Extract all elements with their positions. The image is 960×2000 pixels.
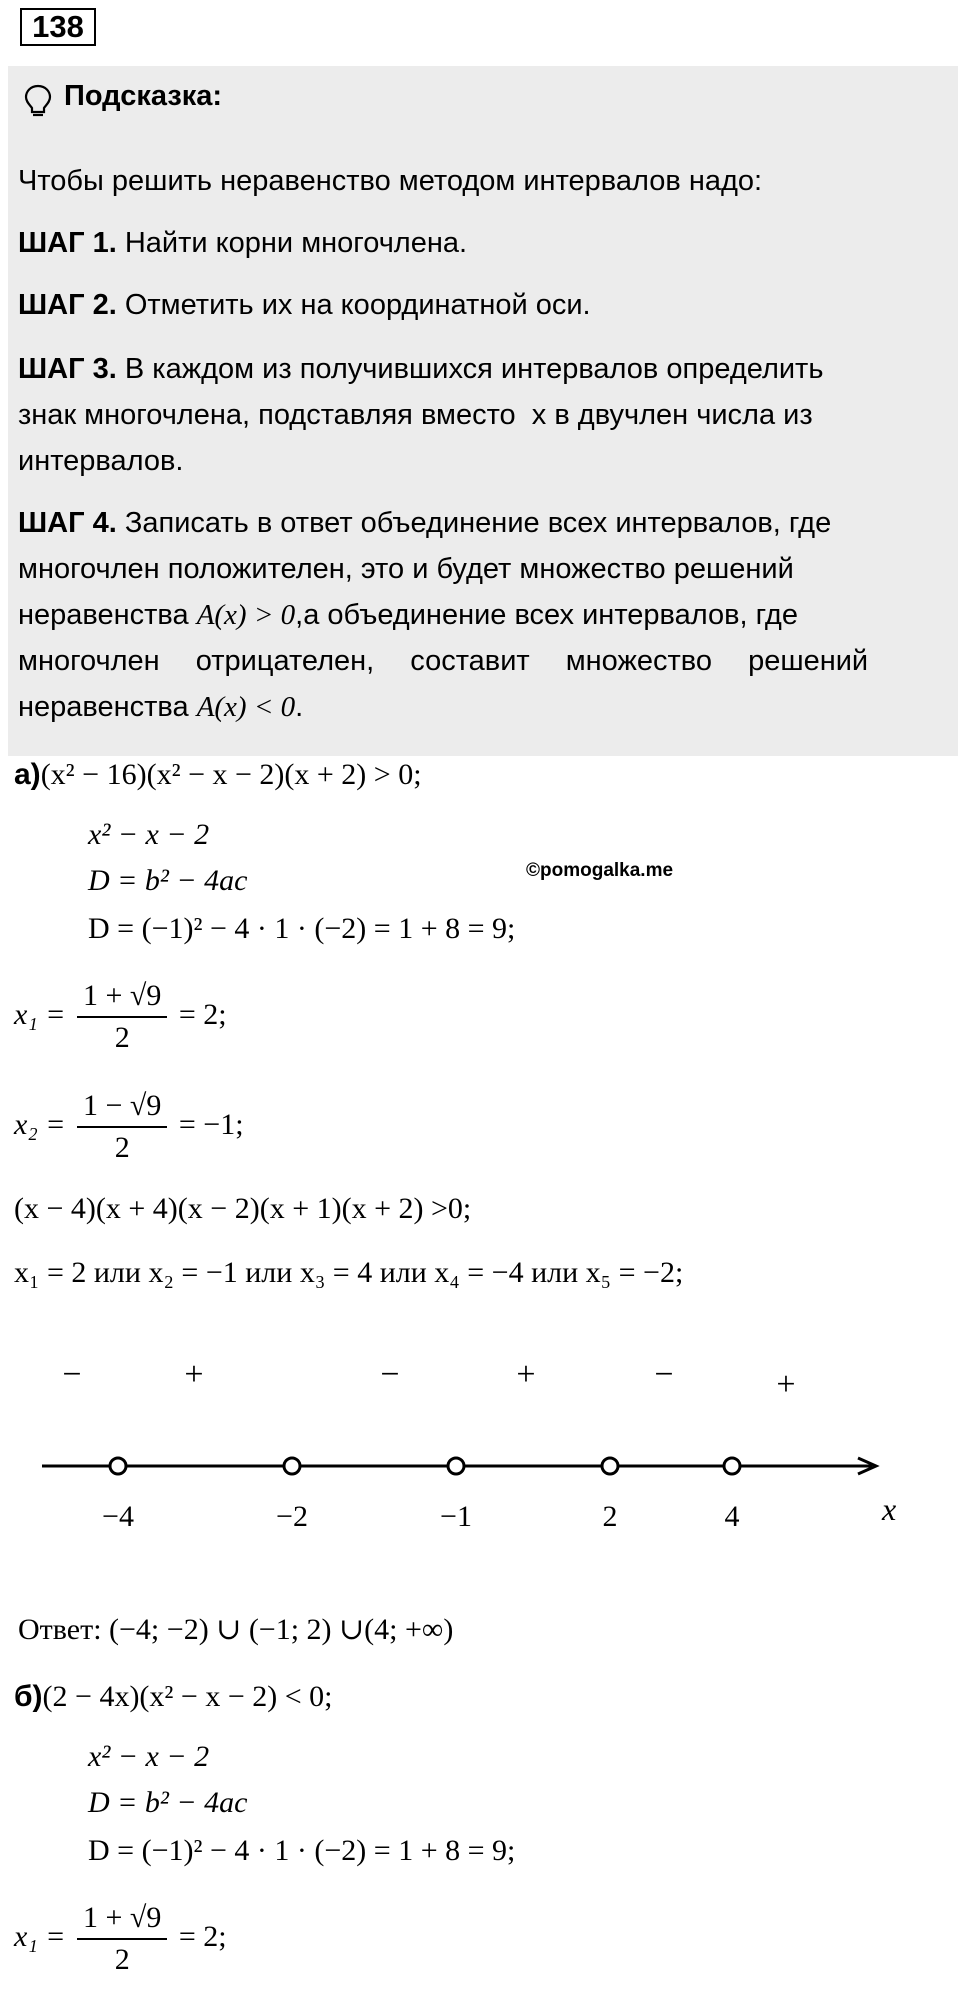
step-3-line1: ШАГ 3. В каждом из получившихся интервалов определить xyxy=(18,353,824,385)
open-point xyxy=(724,1458,740,1474)
interval-sign: + xyxy=(776,1366,796,1403)
lightbulb-icon xyxy=(24,84,52,118)
part-a-disc-formula: D = b² − 4ac xyxy=(88,864,248,897)
interval-sign: + xyxy=(184,1356,204,1393)
point-label: −2 xyxy=(276,1500,308,1533)
part-a-poly: x² − x − 2 xyxy=(88,818,210,851)
hint-box xyxy=(8,66,958,756)
open-point xyxy=(602,1458,618,1474)
open-point xyxy=(284,1458,300,1474)
watermark: ©pomogalka.me xyxy=(526,860,674,881)
problem-number: 138 xyxy=(20,8,96,46)
step-1: ШАГ 1. Найти корни многочлена. xyxy=(18,227,468,259)
step-4-line5: неравенства A(x) < 0. xyxy=(18,691,304,723)
hint-title: Подсказка: xyxy=(24,80,222,113)
step-4-line4: многочлен отрицателен, составит множество решений xyxy=(18,645,869,677)
point-label: 2 xyxy=(602,1500,618,1533)
part-b-x1: x₁ = $\frac{1 + √9}{2}$ = 2; xyxy=(14,1898,227,1980)
interval-sign: − xyxy=(380,1356,400,1393)
answer: Ответ: (−4; −2) ∪ (−1; 2) ∪(4; +∞) xyxy=(18,1613,454,1646)
part-b-disc-formula: D = b² − 4ac xyxy=(88,1786,248,1819)
point-label: −4 xyxy=(102,1500,134,1533)
step-4-line2: многочлен положителен, это и будет множество решений xyxy=(18,553,794,585)
hint-intro: Чтобы решить неравенство методом интервалов надо: xyxy=(18,165,763,197)
step-4-line3: неравенства A(x) > 0,а объединение всех интервалов, где xyxy=(18,599,798,631)
part-a-factored: (x − 4)(x + 4)(x − 2)(x + 1)(x + 2) >0; xyxy=(14,1192,472,1225)
point-label: −1 xyxy=(440,1500,472,1533)
step-2: ШАГ 2. Отметить их на координатной оси. xyxy=(18,289,591,321)
interval-sign: + xyxy=(516,1356,536,1393)
part-b-inequality: б)(2 − 4x)(x² − x − 2) < 0; xyxy=(14,1680,333,1713)
interval-sign: − xyxy=(62,1356,82,1393)
part-a-roots: x₁ = 2 или x₂ = −1 или x₃ = 4 или x₄ = −4 или x₅ = −2; xyxy=(14,1256,684,1289)
axis-label: x xyxy=(882,1491,897,1527)
part-a-x2: x₂ = $\frac{1 - √9}{2}$ = −1; xyxy=(14,1086,244,1168)
open-point xyxy=(448,1458,464,1474)
part-a-x1: x₁ = $\frac{1 + √9}{2}$ = 2; xyxy=(14,976,227,1058)
step-3-line3: интервалов. xyxy=(18,445,184,477)
number-line xyxy=(0,1340,960,1560)
part-b-poly: x² − x − 2 xyxy=(88,1740,210,1773)
interval-sign: − xyxy=(654,1356,674,1393)
part-a-disc-calc: D = (−1)² − 4 · 1 · (−2) = 1 + 8 = 9; xyxy=(88,912,516,945)
part-b-disc-calc: D = (−1)² − 4 · 1 · (−2) = 1 + 8 = 9; xyxy=(88,1834,516,1867)
point-label: 4 xyxy=(724,1500,740,1533)
step-3-line2: знак многочлена, подставляя вместо x в двучлен числа из xyxy=(18,399,813,431)
step-4-line1: ШАГ 4. Записать в ответ объединение всех интервалов, где xyxy=(18,507,832,539)
part-a-inequality: а)(x² − 16)(x² − x − 2)(x + 2) > 0; xyxy=(14,758,422,791)
open-point xyxy=(110,1458,126,1474)
